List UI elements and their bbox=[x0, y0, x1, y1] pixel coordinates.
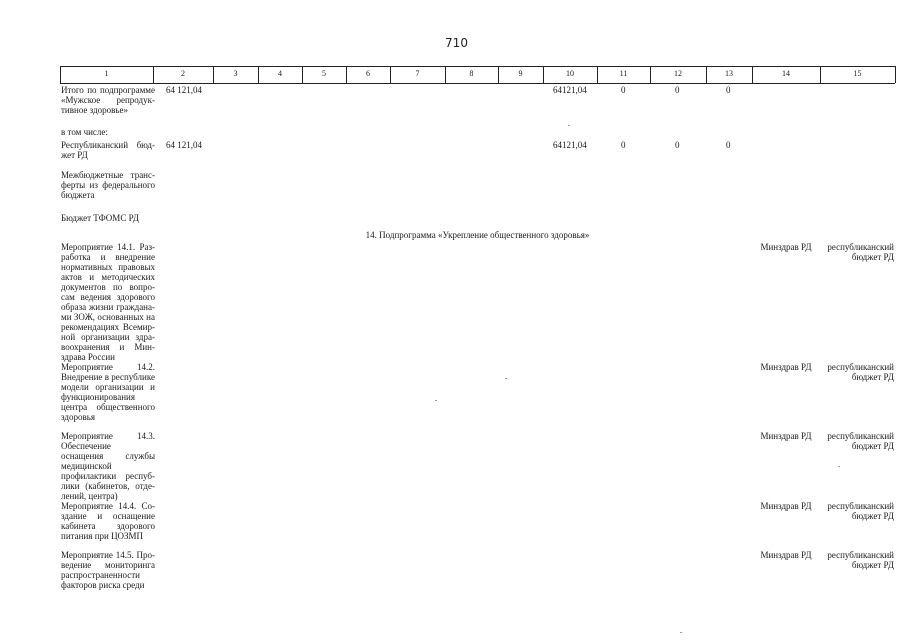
measure-14-1-executor: Минздрав РД bbox=[760, 242, 812, 252]
scan-speck bbox=[838, 466, 840, 467]
header-top-border bbox=[60, 66, 895, 67]
total-col10-value: 64121,04 bbox=[553, 85, 587, 95]
republic-col11-value: 0 bbox=[621, 140, 626, 150]
row-label-including: в том числе: bbox=[61, 127, 108, 137]
total-col2-value: 64 121,04 bbox=[166, 85, 202, 95]
page-number: 710 bbox=[445, 36, 468, 50]
scan-speck bbox=[435, 400, 437, 401]
column-number: 2 bbox=[181, 69, 185, 78]
total-col11-value: 0 bbox=[621, 85, 626, 95]
republic-col10-value: 64121,04 bbox=[553, 140, 587, 150]
measure-14-3-executor: Минздрав РД bbox=[760, 431, 812, 441]
republic-col13-value: 0 bbox=[726, 140, 731, 150]
column-number: 13 bbox=[725, 69, 733, 78]
total-col13-value: 0 bbox=[726, 85, 731, 95]
column-number: 10 bbox=[566, 69, 574, 78]
republic-col12-value: 0 bbox=[675, 140, 680, 150]
col-divider bbox=[895, 66, 896, 83]
column-number: 4 bbox=[278, 69, 282, 78]
measure-14-5-funding: республиканский бюджет РД bbox=[827, 550, 894, 570]
measure-14-4-executor: Минздрав РД bbox=[760, 501, 812, 511]
scan-speck bbox=[680, 632, 682, 633]
measure-14-4-funding: республиканский бюджет РД bbox=[827, 501, 894, 521]
column-number: 14 bbox=[782, 69, 790, 78]
measure-14-2-executor: Минздрав РД bbox=[760, 362, 812, 372]
measure-14-3-funding: республиканский бюджет РД bbox=[827, 431, 894, 451]
column-number: 15 bbox=[853, 69, 862, 78]
measure-14-1-text: Мероприятие 14.1. Раз-работка и внедрение нормативных правовых актов и методических документов по вопро-сам ведения здорового образа жизни граждана-ми ЗОЖ, основанных на рекомендациях Всемир-ной организации здра-воохранения и Мин-здрава России bbox=[61, 242, 155, 362]
measure-14-5-executor: Минздрав РД bbox=[760, 550, 812, 560]
column-number: 12 bbox=[674, 69, 682, 78]
measure-14-2-funding: республиканский бюджет РД bbox=[827, 362, 894, 382]
measure-14-5-text: Мероприятие 14.5. Про-ведение мониторинга распространенности факторов риска среди bbox=[61, 550, 155, 590]
measure-14-4-text: Мероприятие 14.4. Со-здание и оснащение кабинета здорового питания при ЦОЗМП bbox=[61, 501, 155, 541]
measure-14-3-text: Мероприятие 14.3. Обеспечение оснащения службы медицинской профилактики респуб-лики (кабинетов, отде-лений, центра) bbox=[61, 431, 155, 501]
measure-14-1-funding: республиканский бюджет РД bbox=[827, 242, 894, 262]
row-label-tfoms-budget: Бюджет ТФОМС РД bbox=[61, 213, 140, 223]
total-col12-value: 0 bbox=[675, 85, 680, 95]
scan-speck bbox=[568, 125, 570, 126]
column-number: 9 bbox=[518, 69, 523, 78]
column-number: 7 bbox=[415, 69, 420, 78]
republic-col2-value: 64 121,04 bbox=[166, 140, 202, 150]
subprogram-title: 14. Подпрограмма «Укрепление общественного здоровья» bbox=[365, 230, 590, 240]
header-bottom-border bbox=[60, 83, 895, 84]
column-number: 8 bbox=[469, 69, 474, 78]
scan-speck bbox=[505, 378, 507, 379]
column-number: 5 bbox=[322, 69, 326, 78]
column-number: 11 bbox=[619, 69, 628, 78]
column-number: 3 bbox=[233, 69, 238, 78]
column-number: 6 bbox=[366, 69, 370, 78]
measure-14-2-text: Мероприятие 14.2. Внедрение в республике модели организации и функционирования центра общественного здоровья bbox=[61, 362, 155, 422]
column-number: 1 bbox=[104, 69, 109, 78]
row-label-total: Итого по подпрограмме «Мужское репродук-тивное здоровье» bbox=[61, 85, 155, 115]
row-label-federal-transfers: Межбюджетные транс-ферты из федерального бюджета bbox=[61, 170, 155, 200]
row-label-republic-budget: Республиканский бюд-жет РД bbox=[61, 140, 155, 160]
